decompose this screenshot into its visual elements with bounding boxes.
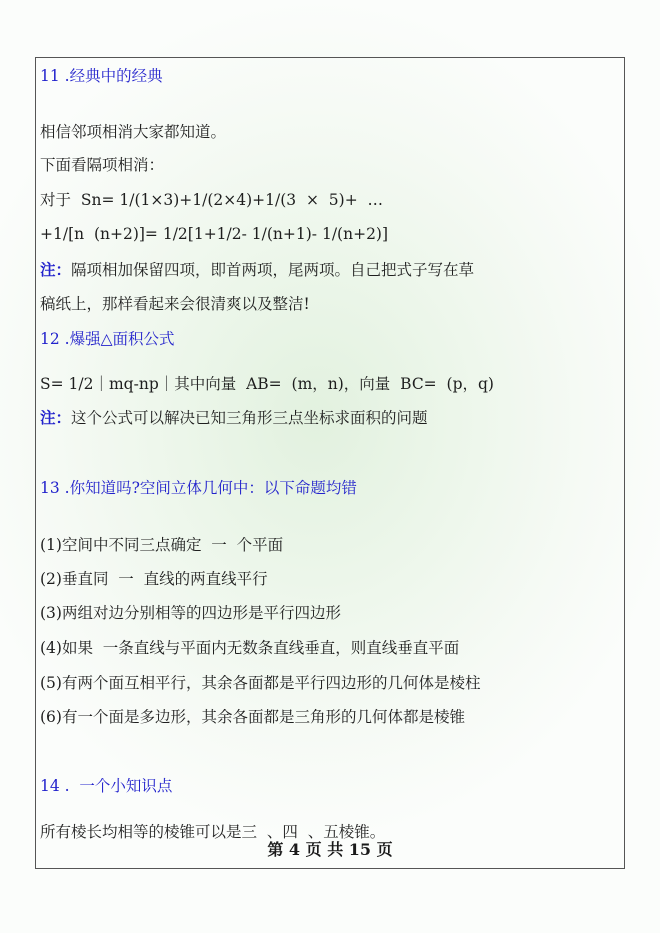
note-text: 隔项相加保留四项，即首两项，尾两项。自己把式子写在草 xyxy=(71,261,475,279)
section-13-item: (1)空间中不同三点确定 一 个平面 xyxy=(40,536,284,554)
section-11-line-2: 下面看隔项相消： xyxy=(40,156,165,174)
section-11-formula-1: 对于 Sn= 1/(1×3)+1/(2×4)+1/(3 × 5)+ … xyxy=(40,191,384,209)
note-label: 注： xyxy=(40,408,72,427)
section-11-note-1 xyxy=(40,260,474,280)
section-13-item: (5)有两个面互相平行，其余各面都是平行四边形的几何体是棱柱 xyxy=(40,674,481,692)
section-13-item: (4)如果 一条直线与平面内无数条直线垂直，则直线垂直平面 xyxy=(40,639,460,657)
section-11-line-1: 相信邻项相消大家都知道。 xyxy=(40,123,227,141)
section-11-formula-2: +1/[n (n+2)]= 1/2[1+1/2- 1/(n+1)- 1/(n+2)] xyxy=(40,225,389,243)
section-14-line-1: 所有棱长均相等的棱锥可以是三 、四 、五棱锥。 xyxy=(40,823,386,841)
section-13-heading: 13 .你知道吗?空间立体几何中：以下命题均错 xyxy=(40,479,357,497)
section-13-item: (3)两组对边分别相等的四边形是平行四边形 xyxy=(40,604,341,622)
section-13-item: (6)有一个面是多边形，其余各面都是三角形的几何体都是棱锥 xyxy=(40,708,465,726)
section-12-formula: S= 1/2｜mq-np｜其中向量 AB= (m，n)，向量 BC= (p，q) xyxy=(40,375,494,393)
page-frame xyxy=(35,57,625,869)
section-14-heading: 14 . 一个小知识点 xyxy=(40,777,173,795)
section-13-item: (2)垂直同 一 直线的两直线平行 xyxy=(40,570,268,588)
section-11-note-2: 稿纸上，那样看起来会很清爽以及整洁! xyxy=(40,295,310,313)
section-12-heading: 12 .爆强△面积公式 xyxy=(40,330,175,348)
note-text: 这个公式可以解决已知三角形三点坐标求面积的问题 xyxy=(71,409,428,427)
section-11-heading: 11 .经典中的经典 xyxy=(40,67,163,85)
section-12-note xyxy=(40,408,428,428)
page-number-footer: 第 4 页 共 15 页 xyxy=(267,840,393,859)
note-label: 注： xyxy=(40,260,72,279)
